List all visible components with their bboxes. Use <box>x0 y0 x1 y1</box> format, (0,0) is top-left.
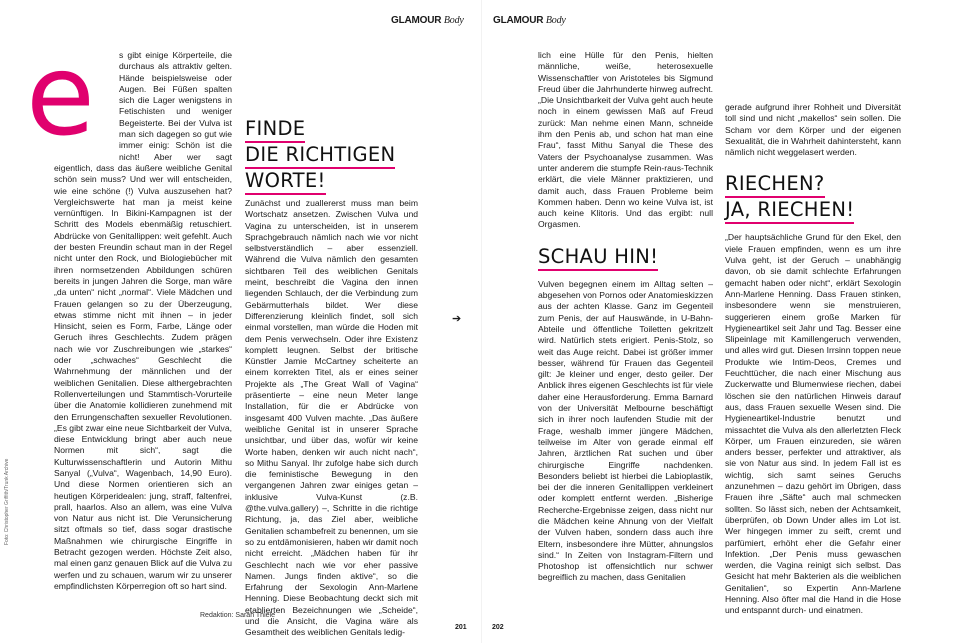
column-3 <box>538 50 713 584</box>
paragraph-geruch: „Der hauptsächliche Grund für den Ekel, den viele Frauen empfinden, wenn es um ihre Vulva geht, ist der Geruch – unabhängig davon, ob sie damit schlechte Erfahrungen gemacht haben oder nicht“, erklärt Sexologin Ann-Marlene Henning. Dass Frauen stinken, insbesondere wenn sie menstruieren, suggerieren einem große Marken für Hygieneartikel seit Jahr und Tag. Besser eine Slipeinlage mit Kamillengeruch verwenden, und alles wird gut. Diesen Irrsinn toppen neue Produkte wie Intim-Deos, Cremes und Feuchttücher, die nach einer Mischung aus Zuckerwatte und Blumenwiese riechen, dabei löschen sie den natürlichen Hinweis darauf aus, dass Frauen sexuelle Wesen sind. Die Hygieneartikel-Industrie benutzt und missachtet die Vulva als den allerletzten Fleck Körper, um Frauen einzureden, sie wären anders besser, perfekter und attraktiver, als sie von Natur aus sind. In jedem Fall ist es wichtig, sich samt seines Geruchs anzunehmen – dazu gehört im Übrigen, dass Frauen ihre „Säfte“ auch mal schmecken sollten. So lässt sich, neben der Achtsamkeit, überprüfen, ob Down Under alles im Lot ist. Wer hingegen immer zu seift, cremt und parfümiert, erhöht eher die Gefahr einer Infektion. „Der Penis muss gewaschen werden, die Vagina reinigt sich selbst. Das Gesicht hat mehr Bakterien als die weiblichen Genitalien“, so Expertin Ann-Marlene Henning. Also öfter mal die Hand in die Hose und entspannt durch- und einatmen. <box>725 232 901 616</box>
paragraph-rohheit-diversitaet: gerade aufgrund ihrer Rohheit und Diversität toll sind und nicht „makellos“ sein sollen. Die Scham vor dem Körper und der eigenen Sexualität, die in Wahrheit dahintersteht, kann nämlich nicht weggelasert werden. <box>725 102 901 158</box>
drop-cap: e <box>26 31 95 161</box>
editor-credit: Redaktion: Sarah Thiele <box>200 612 275 619</box>
column-4 <box>725 102 901 617</box>
page-number-right: 202 <box>492 624 504 631</box>
paragraph-aristoteles-freud: lich eine Hülle für den Penis, hielten männliche, weiße, heterosexuelle Wissenschaftler von Aristoteles bis Sigmund Freud über die Jahrhunderte hinweg aufrecht. „Die Unsichtbarkeit der Vulva geht auch heute noch in einem gewissen Maß auf Freud zurück: Man nehme einen Mann, schneide ihm den Penis ab, und schon hat man eine Frau“, fasst Mithu Sanyal die These des Vaters der Psychoanalyse zusammen. Was unter anderem die stumpfe Rein-raus-Technik erklärt, die viele Männer praktizieren, und damit auch, dass Frauen Probleme beim Kommen haben. Denn wo keine Vulva ist, ist auch keine Klitoris. Und das ergibt: null Orgasmen. <box>538 50 713 230</box>
page-number-left: 201 <box>455 624 467 631</box>
dropcap-space <box>54 50 119 156</box>
paragraph-vulven-alltag: Vulven begegnen einem im Alltag selten – abgesehen von Pornos oder Anatomieskizzen aus der achten Klasse. Ganz im Gegenteil zum Penis, der auf Hauswände, in U-Bahn-Abteile und öffentliche Toiletten gekritzelt wird. Natürlich stets erigiert. Penis-Stolz, so weit das Auge reicht. Dabei ist größer immer besser, während für Frauen das Gegenteil gilt: Je kleiner und enger, desto geiler. Der Anblick ihres eigenen Geschlechts ist für viele daher eine Herausforderung. Emma Barnard von der Universität Melbourne beschäftigt sich in ihrer noch laufenden Studie mit der Frage, weshalb immer jüngere Mädchen, teilweise im Alter von gerade einmal elf Jahren, ärztlichen Rat suchen und über chirurgische Eingriffe nachdenken. Besonders beliebt ist hierbei die Labioplastik, bei der die inneren Genitallippen verkleinert oder komplett entfernt werden. „Bisherige Recherche-Ergebnisse zeigen, dass nicht nur die Mädchen keine Ahnung von der Vielfalt der Vulven haben, sondern dass auch ihre Eltern, insbesondere ihre Mütter, ahnungslos sind.“ In Zeiten von Instagram-Filtern und Photoshop ist offensichtlich nur schwer begreiflich zu machen, dass Genitalien <box>538 278 713 583</box>
brand-header-right: GLAMOUR Body <box>493 15 566 26</box>
heading-schau-hin: SCHAU HIN! <box>538 245 713 271</box>
intro-paragraph: s gibt einige Körperteile, die durchaus als attraktiv gelten. Hände beispielsweise oder Augen. Bei Füßen spalten sich die Lager wenigstens in Fetischisten und weniger Begeisterte. Bei der Vulva ist man sich dagegen so gut wie immer einig: Schön ist die nicht! Aber wer sagt eigentlich, dass das äußere weibliche Genital schön sein muss? Und wer will entscheiden, wie eine schöne (!) Vulva auszusehen hat? Vergleichswerte hat man ja meist keine vernünftigen. In Bikini-Kampagnen ist der Schritt des Models ebenmäßig retuschiert. Abdrücke von Genitallippen: weit gefehlt. Auch der besten Freundin schaut man in der Regel nicht unter den Rock, und Biologiebücher mit ihren normsetzenden Abbildungen schüren bereits in jungen Jahren die Sorge, man wäre „da unten“ nicht „normal“. Viele Mädchen und Frauen gelangen so zu der Überzeugung, etwas stimme nicht mit ihnen – in jeder Hinsicht, seien es Form, Farbe, Länge oder Geruch ihres Geschlechts. Zudem prägen nach wie vor Zuschreibungen wie „starkes“ oder „schwaches“ Geschlecht die Wahrnehmung der männlichen und der weiblichen Genitalien. Diese althergebrachten Rollenverteilungen und Stammtisch-Vorurteile über die Anatomie kollidieren zunehmend mit den Errungenschaften sexueller Revolutionen. „Es gibt zwar eine neue Sichtbarkeit der Vulva, diese Entwicklung bringt aber auch neue Normen mit sich“, sagt die Kulturwissenschaftlerin und Autorin Mithu Sanyal („Vulva“, Wagenbach, 14,90 Euro). Und diese Normen orientieren sich an heutigen Körperidealen: jung, straff, faltenfrei, prall, haarlos. Also an allem, was eine Vulva von Natur aus nicht ist. Die Verunsicherung sitzt oftmals so tief, dass sogar drastische Maßnahmen wie chirurgische Eingriffe in Betracht gezogen werden. Höchste Zeit also, mal einen ganz genauen Blick auf die Vulva zu werfen und zu schauen, warum wir zu unserer empfindlichsten Körperregion oft so hart sind. <box>54 50 232 591</box>
column-2 <box>245 198 418 639</box>
brand-header-left: GLAMOUR Body <box>391 15 464 26</box>
continue-arrow-icon: ➔ <box>452 313 462 325</box>
column-1 <box>54 50 232 592</box>
paragraph-wortschatz: Zunächst und zuallererst muss man beim Wortschatz ansetzen. Zwischen Vulva und Vagina zu unterscheiden, ist in unserem Sprachgebrauch nämlich nach wie vor nicht selbstverständlich – aber essenziell. Während die Vulva nämlich den gesamten sichtbaren Teil des weiblichen Genitals meint, beschreibt die Vagina den innen liegenden Schlauch, der die Verbindung zum Gebärmutterhals bildet. Wer diese Differenzierung kleinlich findet, soll sich einmal vorstellen, man würde die Hoden mit dem Penis verwechseln. Oder ihre Existenz komplett leugnen. Selbst der britische Künstler Jamie McCartney scheiterte an einem korrekten Titel, als er eines seiner Projekte als „The Great Wall of Vagina“ präsentierte – eine neun Meter lange Installation, für die er Abdrücke von insgesamt 400 Vulven machte. „Das äußere weibliche Genital ist in unserer Sprache unsichtbar, und über das, wofür wir keine Worte haben, denken wir auch nicht nach“, so Mithu Sanyal. Ihr zufolge habe sich durch die feministische Bewegung in den vergangenen Jahren zwar einiges getan – inklusive Vulva-Kunst (z.B. @the.vulva.gallery) –, Schritte in die richtige Richtung, ja, das Ziel aber, weibliche Genitalien schambefreit zu benennen, um sie so zu entdämonisieren, haben wir damit noch nicht erreicht. „Mädchen haben für ihr Geschlecht nach wie vor eher passive Namen. Jungs finden aktive“, so die Erfahrung der Sexologin Ann-Marlene Henning. Diese Beobachtung deckt sich mit etablierten Bezeichnungen wie „Scheide“, und die Ansicht, die Vagina wäre als Gesamtheit des weiblichen Genitals ledig- <box>245 198 418 638</box>
page-gutter <box>481 0 482 643</box>
photo-credit: Foto: Christopher Griffith/Trunk Archive <box>4 458 10 545</box>
heading-riechen-ja-riechen: RIECHEN? JA, RIECHEN! <box>725 172 901 224</box>
heading-finde-die-richtigen-worte: FINDE DIE RICHTIGEN WORTE! <box>245 117 395 195</box>
